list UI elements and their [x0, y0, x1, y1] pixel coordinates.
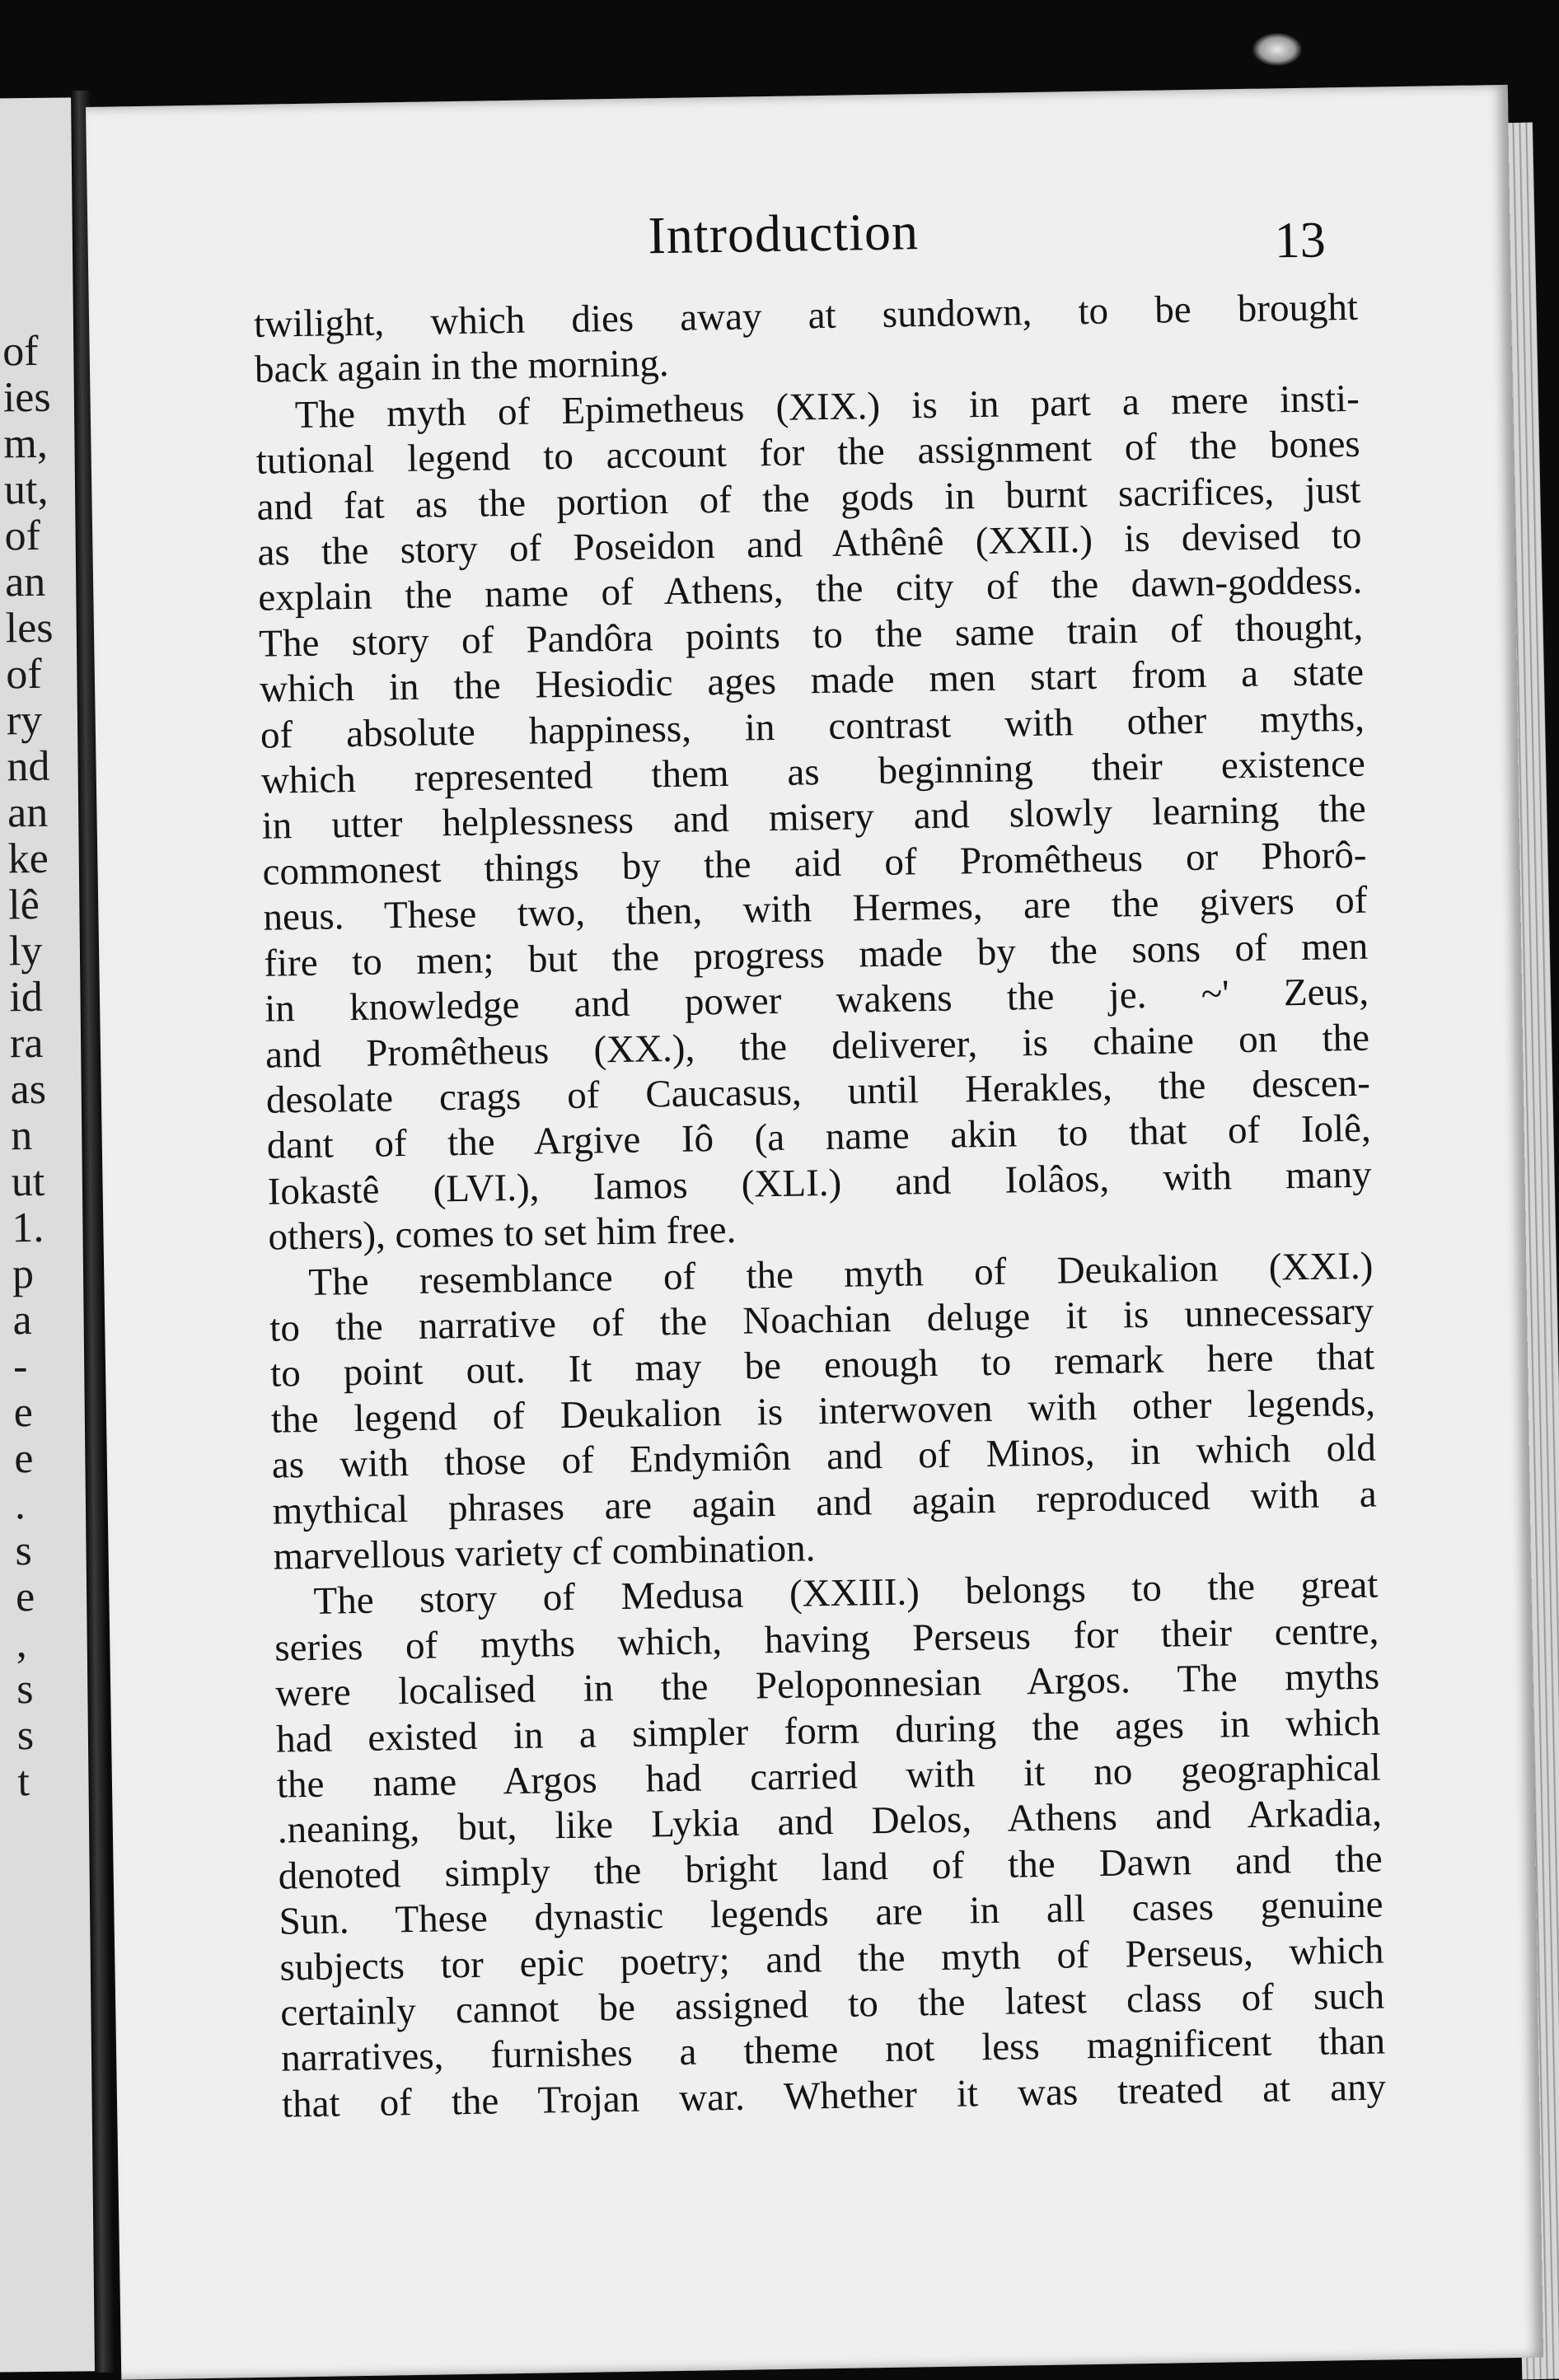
- left-page-fragment-text: ut: [11, 1157, 45, 1206]
- left-page-fragment-text: ke: [7, 835, 49, 883]
- text-line: which represented them as beginning their existence: [260, 741, 1366, 802]
- dust-speck: [1252, 33, 1302, 66]
- left-page-fragment-text: e: [15, 1573, 35, 1621]
- text-line: as with those of Endymiôn and of Minos, in which old: [271, 1426, 1377, 1487]
- left-page-fragment-text: ,: [16, 1620, 27, 1667]
- left-page-fragment-text: an: [4, 558, 46, 606]
- text-line: marvellous variety cf combination.: [273, 1527, 816, 1578]
- text-line: subjects tor epic poetry; and the myth of Perseus, which: [279, 1929, 1384, 1990]
- text-line: The story of Pandôra points to the same train of thought,: [258, 605, 1364, 666]
- left-page-fragment-text: ly: [8, 927, 43, 975]
- left-page-fragment-text: e: [13, 1389, 34, 1437]
- text-line: twilight, which dies away at sundown, to be brought: [253, 285, 1359, 346]
- text-line: as the story of Poseidon and Athênê (XXII.) is devised to: [257, 513, 1362, 574]
- left-page-fragment-text: .: [14, 1481, 26, 1529]
- right-page: [86, 85, 1543, 2380]
- left-page-fragment-text: s: [16, 1712, 35, 1760]
- text-line: certainly cannot be assigned to the latest class of such: [279, 1974, 1385, 2035]
- text-line: that of the Trojan war. Whether it was treated at any: [281, 2065, 1387, 2126]
- text-line: The story of Medusa (XXIII.) belongs to the great: [313, 1563, 1379, 1624]
- text-line: The resemblance of the myth of Deukalion (XXI.): [308, 1244, 1374, 1304]
- left-page-fragment-text: e: [13, 1435, 34, 1483]
- left-page-fragment-text: ry: [6, 696, 43, 745]
- left-page-fragment-text: p: [12, 1251, 35, 1298]
- text-line: to point out. It may be enough to remark here that: [269, 1335, 1375, 1396]
- body-text: [254, 285, 1387, 2128]
- text-line: had existed in a simpler form during the ages in which: [275, 1700, 1381, 1761]
- text-line: in utter helplessness and misery and slowly learning the: [261, 788, 1366, 849]
- text-line: desolate crags of Caucasus, until Herakles, the descen-: [265, 1061, 1371, 1122]
- left-page-fragment-text: -: [12, 1343, 28, 1391]
- left-page-fragment-text: 1.: [12, 1204, 44, 1252]
- left-page-fragment-text: s: [15, 1527, 33, 1575]
- text-line: dant of the Argive Iô (a name akin to that of Iolê,: [266, 1106, 1372, 1168]
- text-line: fire to men; but the progress made by the sons of men: [263, 924, 1369, 985]
- text-line: The myth of Epimetheus (XIX.) is in part a mere insti-: [294, 376, 1360, 437]
- text-line: to the narrative of the Noachian deluge it is unnecessary: [269, 1289, 1374, 1350]
- running-title: Introduction: [647, 202, 920, 265]
- left-page-fragment-text: les: [5, 604, 54, 652]
- text-line: Sun. These dynastic legends are in all cases genuine: [279, 1882, 1383, 1943]
- left-page-fragment-text: n: [10, 1112, 33, 1160]
- left-page-fragment-text: ut,: [3, 465, 49, 514]
- text-line: were localised in the Peloponnesian Argos. The myths: [274, 1654, 1380, 1715]
- text-line: commonest things by the aid of Promêtheus or Phorô-: [262, 833, 1367, 894]
- left-page-fragment-text: m,: [3, 419, 49, 468]
- text-line: in knowledge and power wakens the je. ~' Zeus,: [264, 970, 1369, 1031]
- left-page-fragment-text: ies: [2, 373, 51, 422]
- left-page-fragment-text: of: [6, 650, 42, 699]
- text-line: the name Argos had carried with it no geographical: [276, 1746, 1382, 1807]
- left-page-fragment-text: nd: [7, 742, 50, 791]
- text-line: tutional legend to account for the assignment of the bones: [255, 422, 1361, 484]
- left-page-fragment-text: of: [2, 327, 39, 376]
- left-page-fragment-text: a: [12, 1297, 32, 1344]
- left-page-fragment-text: lê: [7, 881, 40, 929]
- text-line: narratives, furnishes a theme not less magnificent than: [280, 2019, 1386, 2081]
- text-line: back again in the morning.: [254, 342, 669, 392]
- text-line: .neaning, but, like Lykia and Delos, Athens and Arkadia,: [277, 1791, 1383, 1853]
- text-line: mythical phrases are again and again reproduced with a: [272, 1472, 1378, 1533]
- text-line: neus. These two, then, with Hermes, are the givers of: [263, 878, 1368, 940]
- left-page-fragment-text: t: [17, 1758, 30, 1806]
- left-page-fragment-text: of: [4, 512, 41, 560]
- text-line: of absolute happiness, in contrast with other myths,: [260, 696, 1365, 757]
- left-page-fragment-text: as: [10, 1065, 47, 1114]
- text-line: and fat as the portion of the gods in burnt sacrifices, just: [256, 468, 1361, 529]
- left-page-fragment-text: an: [7, 788, 49, 837]
- text-line: others), comes to set him free.: [268, 1208, 737, 1259]
- text-line: series of myths which, having Perseus for their centre,: [274, 1609, 1379, 1670]
- text-line: Iokastê (LVI.), Iamos (XLI.) and Iolâos, with many: [267, 1153, 1372, 1213]
- page-number: 13: [1274, 212, 1327, 269]
- text-line: and Promêtheus (XX.), the deliverer, is chaine on the: [265, 1016, 1370, 1077]
- text-line: which in the Hesiodic ages made men start from a state: [259, 650, 1365, 712]
- left-page-fragment-text: ra: [9, 1019, 44, 1068]
- text-line: explain the name of Athens, the city of the dawn-goddess.: [257, 559, 1363, 620]
- left-page-fragment-text: s: [16, 1666, 34, 1714]
- left-page-fragment-text: id: [9, 973, 44, 1022]
- text-line: the legend of Deukalion is interwoven with other legends,: [270, 1381, 1376, 1442]
- text-line: denoted simply the bright land of the Dawn and the: [278, 1837, 1383, 1898]
